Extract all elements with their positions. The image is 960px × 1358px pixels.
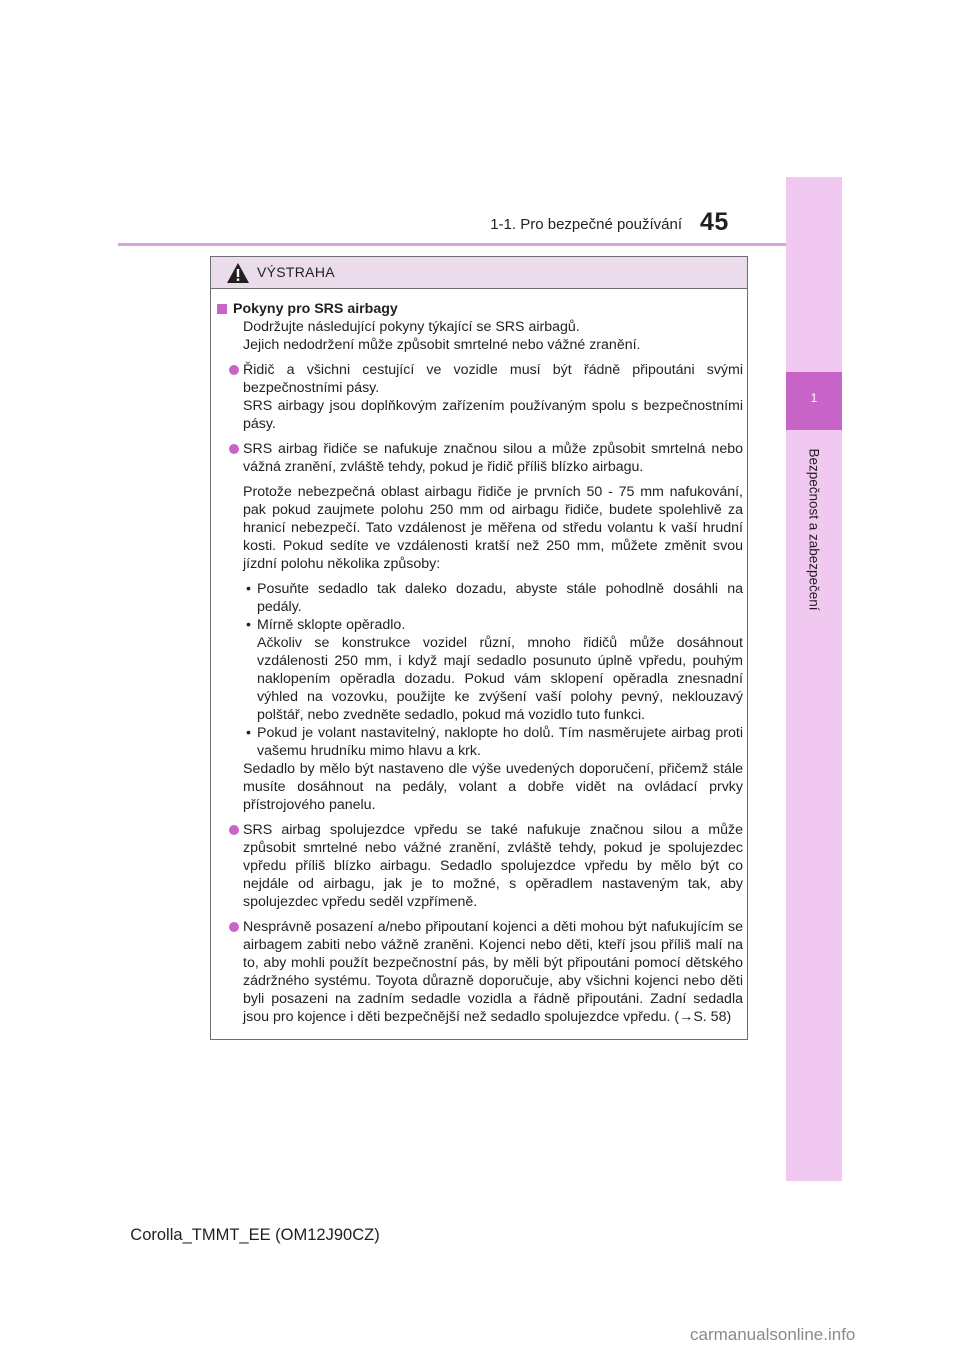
bullet-item bbox=[217, 918, 743, 1026]
chapter-number: 1 bbox=[810, 391, 818, 405]
dash-text: Mírně sklopte opěradlo. bbox=[257, 617, 406, 633]
dash-item bbox=[217, 580, 743, 616]
page-number: 45 bbox=[700, 208, 729, 236]
round-bullet-icon bbox=[229, 444, 239, 454]
warning-header bbox=[211, 257, 747, 289]
chapter-title: Bezpečnost a zabezpečení bbox=[806, 448, 822, 611]
bullet-item bbox=[217, 440, 743, 476]
dash-item bbox=[217, 724, 743, 760]
footer-model-code: Corolla_TMMT_EE (OM12J90CZ) bbox=[130, 1226, 380, 1244]
warning-box bbox=[210, 256, 748, 1040]
seat-note bbox=[217, 760, 743, 814]
intro-line: Dodržujte následující pokyny týkající se SRS airbagů. bbox=[243, 319, 580, 335]
bullet-text: Nesprávně posazení a/nebo připoutaní kojenci a děti mohou být nafukujícím se airbagem zabiti nebo vážně zraněni. Kojenci nebo děti, kteří jsou příliš malí na to, aby mohli použít bezpečnostní pás, by měli být připoutáni pomocí dětského zádržného systému. Toyota důrazně doporučuje, aby všichni kojenci nebo děti byli posazeni na zadním sedadle vozidla a řádně připoutáni. Zadní sedadla jsou pro kojence i děti bezpečnější než sedadlo spolujezdce vpředu. (→S. 58) bbox=[243, 919, 743, 1025]
header-rule bbox=[118, 243, 786, 246]
watermark: carmanualsonline.info bbox=[690, 1325, 856, 1344]
round-bullet-icon bbox=[229, 825, 239, 835]
warning-label: VÝSTRAHA bbox=[257, 264, 335, 280]
side-tab-strip bbox=[786, 177, 842, 1181]
side-tab-title-wrap bbox=[786, 438, 842, 678]
intro-line: Jejich nedodržení může způsobit smrtelné nebo vážné zranění. bbox=[243, 337, 641, 353]
dash-text: Pokud je volant nastavitelný, naklopte ho dolů. Tím nasměrujete airbag proti vašemu hrudníku mimo hlavu a krk. bbox=[257, 725, 743, 759]
section-title-text: Pokyny pro SRS airbagy bbox=[233, 301, 398, 317]
warning-triangle-icon bbox=[226, 262, 250, 284]
dot-marker: • bbox=[246, 725, 251, 741]
dash-detail: Ačkoliv se konstrukce vozidel různí, mnoho řidičů může dosáhnout vzdálenosti 250 mm, i když mají sedadlo posunuto úplně vpředu, pouhým naklopením opěradla dozadu. Pokud vám sklopení opěradla znesnadní výhled na vozovku, použijte ke zvýšení vaší polohy pevný, neklouzavý polštář, nebo zvedněte sedadlo, pokud má vozidlo tuto funkci. bbox=[257, 635, 743, 723]
bullet-text: Řidič a všichni cestující ve vozidle musí být řádně připoutáni svými bezpečnostními pásy. bbox=[243, 362, 743, 396]
round-bullet-icon bbox=[229, 365, 239, 375]
round-bullet-icon bbox=[229, 922, 239, 932]
bullet-item bbox=[217, 821, 743, 911]
dash-item bbox=[217, 616, 743, 724]
bullet-text: SRS airbag spolujezdce vpředu se také nafukuje značnou silou a může způsobit smrtelné nebo vážné zranění, zvláště tehdy, pokud je spolujezdec vpředu příliš blízko airbagu. Sedadlo spolujezdce vpředu by mělo být co nejdále od airbagu, jak je to možné, s opěradlem nastaveným tak, aby spolujezdec vpředu seděl vzpřímeně. bbox=[243, 822, 743, 910]
dot-marker: • bbox=[246, 617, 251, 633]
bullet-text: SRS airbagy jsou doplňkovým zařízením používaným spolu s bezpečnostními pásy. bbox=[243, 398, 743, 432]
bullet-detail bbox=[217, 483, 743, 573]
seat-note-text: Sedadlo by mělo být nastaveno dle výše uvedených doporučení, přičemž stále musíte dosáhnout na pedály, volant a dobře vidět na ovládací prvky přístrojového panelu. bbox=[243, 761, 743, 813]
dash-list bbox=[217, 580, 743, 814]
detail-text: Protože nebezpečná oblast airbagu řidiče je prvních 50 - 75 mm nafukování, pak pokud zaujmete polohu 250 mm od airbagu řidiče, budete spolehlivě za hranicí nebezpečí. Tato vzdálenost je měřena od středu volantu k vaší hrudní kosti. Pokud sedíte ve vzdálenosti kratší než 250 mm, můžete změnit svou jízdní polohu několika způsoby: bbox=[243, 484, 743, 572]
dot-marker: • bbox=[246, 581, 251, 597]
dash-text: Posuňte sedadlo tak daleko dozadu, abyste stále pohodlně dosáhli na pedály. bbox=[257, 581, 743, 615]
intro bbox=[217, 318, 743, 354]
warning-content bbox=[217, 300, 743, 1026]
running-header-section: 1-1. Pro bezpečné používání bbox=[490, 216, 682, 233]
bullet-text: SRS airbag řidiče se nafukuje značnou silou a může způsobit smrtelná nebo vážná zranění, zvláště tehdy, pokud je řidič příliš blízko airbagu. bbox=[243, 441, 743, 475]
section-title bbox=[217, 300, 743, 318]
bullet-item bbox=[217, 361, 743, 433]
square-bullet-icon bbox=[217, 304, 227, 314]
